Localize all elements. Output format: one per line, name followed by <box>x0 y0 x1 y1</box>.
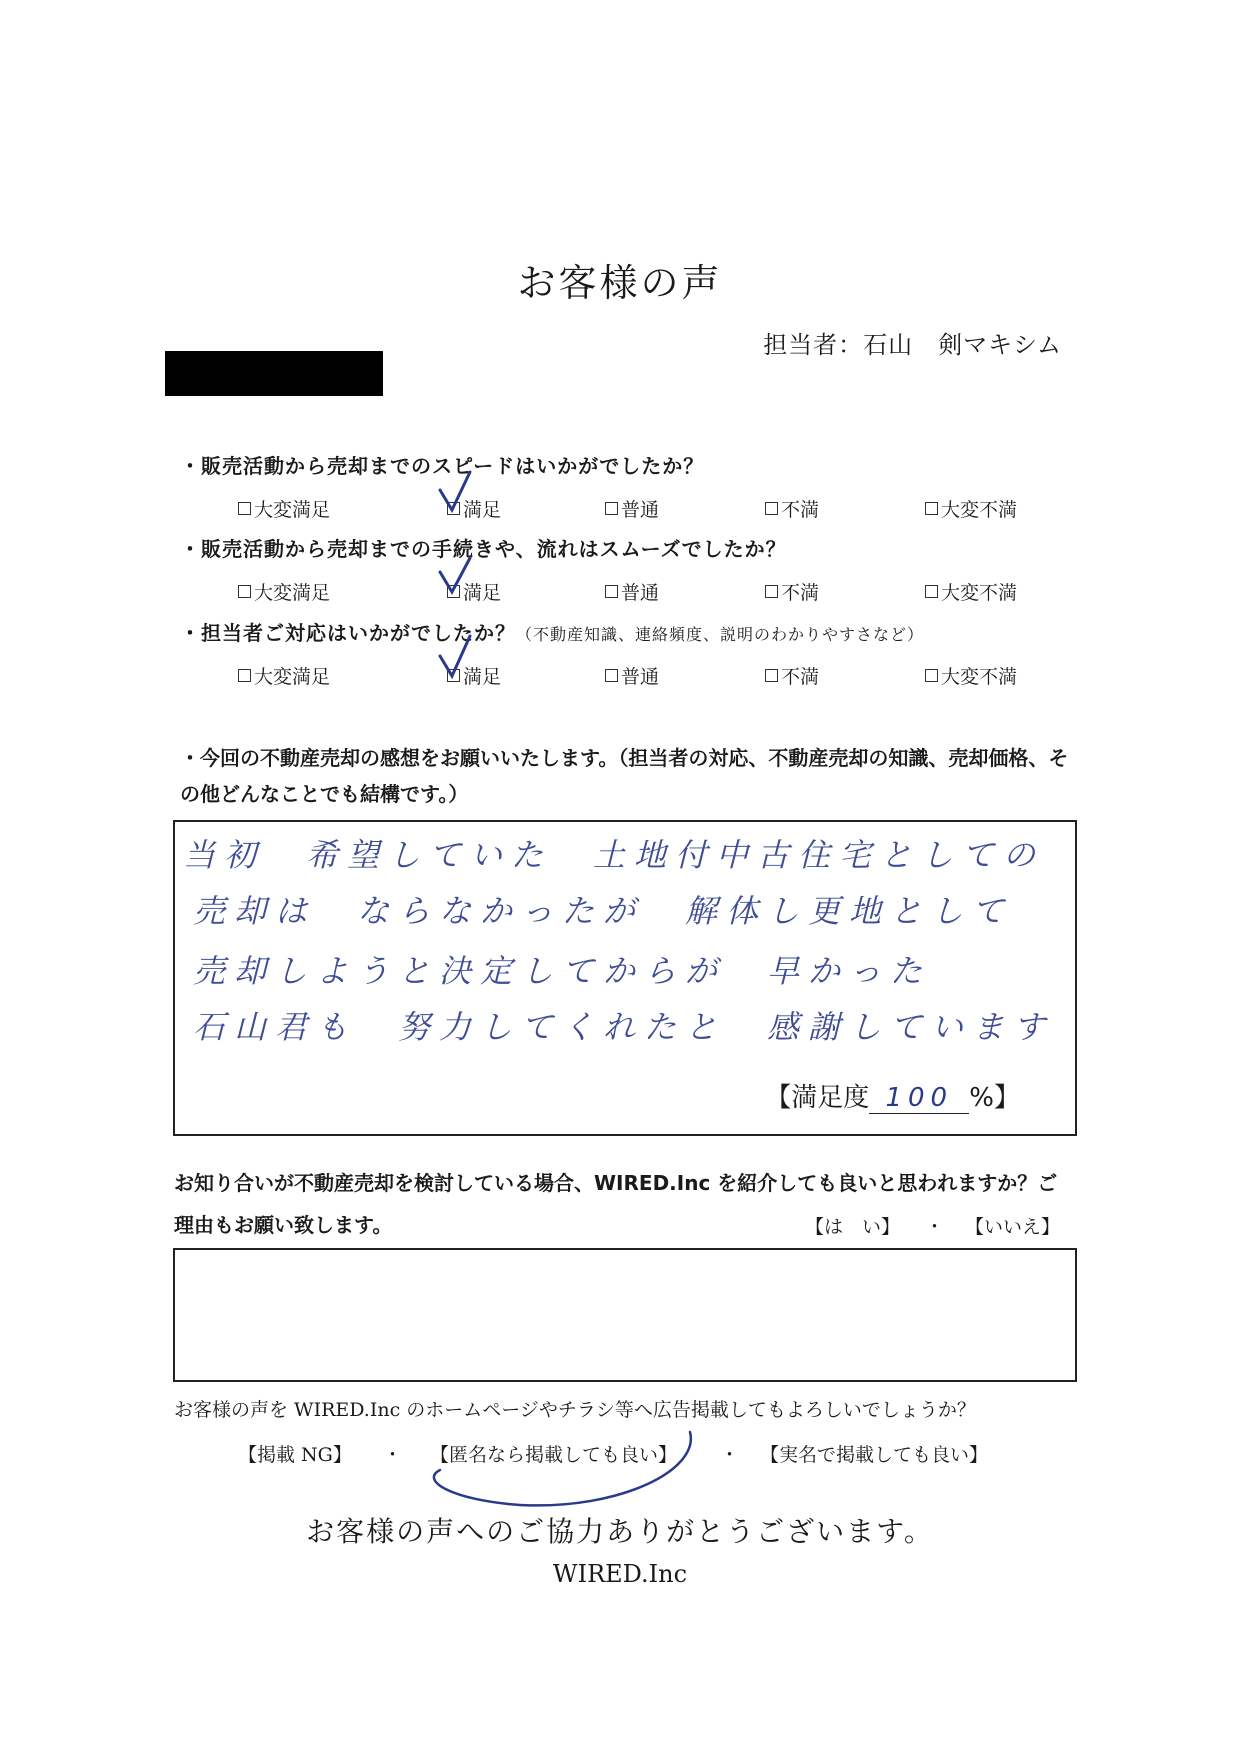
impression-line-4: 石山君も 努力してくれたと 感謝しています <box>193 1008 1055 1046</box>
impression-prompt: ・今回の不動産売却の感想をお願いいたします。（担当者の対応、不動産売却の知識、売却価格、その他どんなことでも結構です。） <box>180 746 1069 806</box>
rating-2-option-2[interactable]: 満足 <box>447 578 501 605</box>
rating-3-option-3[interactable]: 普通 <box>605 662 659 689</box>
satisfaction-value[interactable]: 100 <box>869 1083 969 1114</box>
rating-3-option-4[interactable]: 不満 <box>765 662 819 689</box>
publish-separator-1: ・ <box>383 1444 403 1466</box>
question-1-text: ・販売活動から売却までのスピードはいかがでしたか？ <box>180 454 705 478</box>
checkbox-icon <box>238 502 251 515</box>
referral-yes[interactable]: 【は い】 <box>805 1216 901 1238</box>
question-2-text: ・販売活動から売却までの手続きや、流れはスムーズでしたか？ <box>180 537 787 561</box>
checkbox-icon <box>447 669 460 682</box>
thanks-message: お客様の声へのご協力ありがとうございます。 <box>306 1515 934 1548</box>
checkbox-icon <box>765 669 778 682</box>
rating-3-option-5[interactable]: 大変不満 <box>925 662 1017 689</box>
checkbox-icon <box>605 585 618 598</box>
form-title: お客様の声 <box>517 261 723 305</box>
referral-separator: ・ <box>925 1216 945 1238</box>
rating-2-option-3[interactable]: 普通 <box>605 578 659 605</box>
satisfaction-suffix: %】 <box>969 1083 1020 1113</box>
checkbox-icon <box>238 669 251 682</box>
company-name: WIRED.Inc <box>552 1560 688 1588</box>
impression-line-2: 売却は ならなかったが 解体し更地として <box>193 892 1014 930</box>
checkbox-icon <box>447 585 460 598</box>
rating-2-option-4[interactable]: 不満 <box>765 578 819 605</box>
referral-prompt-text: お知り合いが不動産売却を検討している場合、WIRED.Inc を紹介しても良いと思われますか？ご理由もお願い致します。 <box>174 1171 1058 1237</box>
impression-line-1: 当初 希望していた 土地付中古住宅としての <box>183 836 1045 874</box>
rating-1-option-5[interactable]: 大変不満 <box>925 495 1017 522</box>
rating-1-option-1[interactable]: 大変満足 <box>238 495 330 522</box>
question-2 <box>180 533 787 562</box>
checkbox-icon <box>605 669 618 682</box>
publish-separator-2: ・ <box>720 1444 740 1466</box>
checkbox-icon <box>447 502 460 515</box>
referral-no[interactable]: 【いいえ】 <box>965 1216 1061 1238</box>
rating-2-option-5[interactable]: 大変不満 <box>925 578 1017 605</box>
publish-prompt: お客様の声を WIRED.Inc のホームページやチラシ等へ広告掲載してもよろしいでしょうか？ <box>174 1399 976 1421</box>
question-3 <box>180 617 924 646</box>
rating-1-option-3[interactable]: 普通 <box>605 495 659 522</box>
referral-reason-box[interactable] <box>173 1248 1077 1382</box>
redacted-customer-name <box>165 351 383 396</box>
rating-3-option-1[interactable]: 大変満足 <box>238 662 330 689</box>
question-1 <box>180 450 704 479</box>
rating-1-option-4[interactable]: 不満 <box>765 495 819 522</box>
question-3-text: ・担当者ご対応はいかがでしたか？ <box>180 621 516 645</box>
staff-name: 担当者：石山 剣マキシム <box>763 331 1062 359</box>
publish-option-anonymous[interactable]: 【匿名なら掲載しても良い】 <box>430 1444 678 1466</box>
impression-line-3: 売却しようと決定してからが 早かった <box>193 952 932 990</box>
checkbox-icon <box>238 585 251 598</box>
checkbox-icon <box>765 585 778 598</box>
rating-3-option-2[interactable]: 満足 <box>447 662 501 689</box>
satisfaction-prefix: 【満足度 <box>765 1083 870 1113</box>
publish-option-ng[interactable]: 【掲載 NG】 <box>238 1444 352 1466</box>
checkbox-icon <box>925 502 938 515</box>
checkbox-icon <box>605 502 618 515</box>
publish-option-real-name[interactable]: 【実名で掲載しても良い】 <box>760 1444 989 1466</box>
rating-2-option-1[interactable]: 大変満足 <box>238 578 330 605</box>
checkbox-icon <box>765 502 778 515</box>
rating-1-option-2[interactable]: 満足 <box>447 495 501 522</box>
satisfaction-rating <box>765 1077 1020 1114</box>
checkbox-icon <box>925 669 938 682</box>
checkbox-icon <box>925 585 938 598</box>
question-3-note: （不動産知識、連絡頻度、説明のわかりやすさなど） <box>516 625 925 644</box>
